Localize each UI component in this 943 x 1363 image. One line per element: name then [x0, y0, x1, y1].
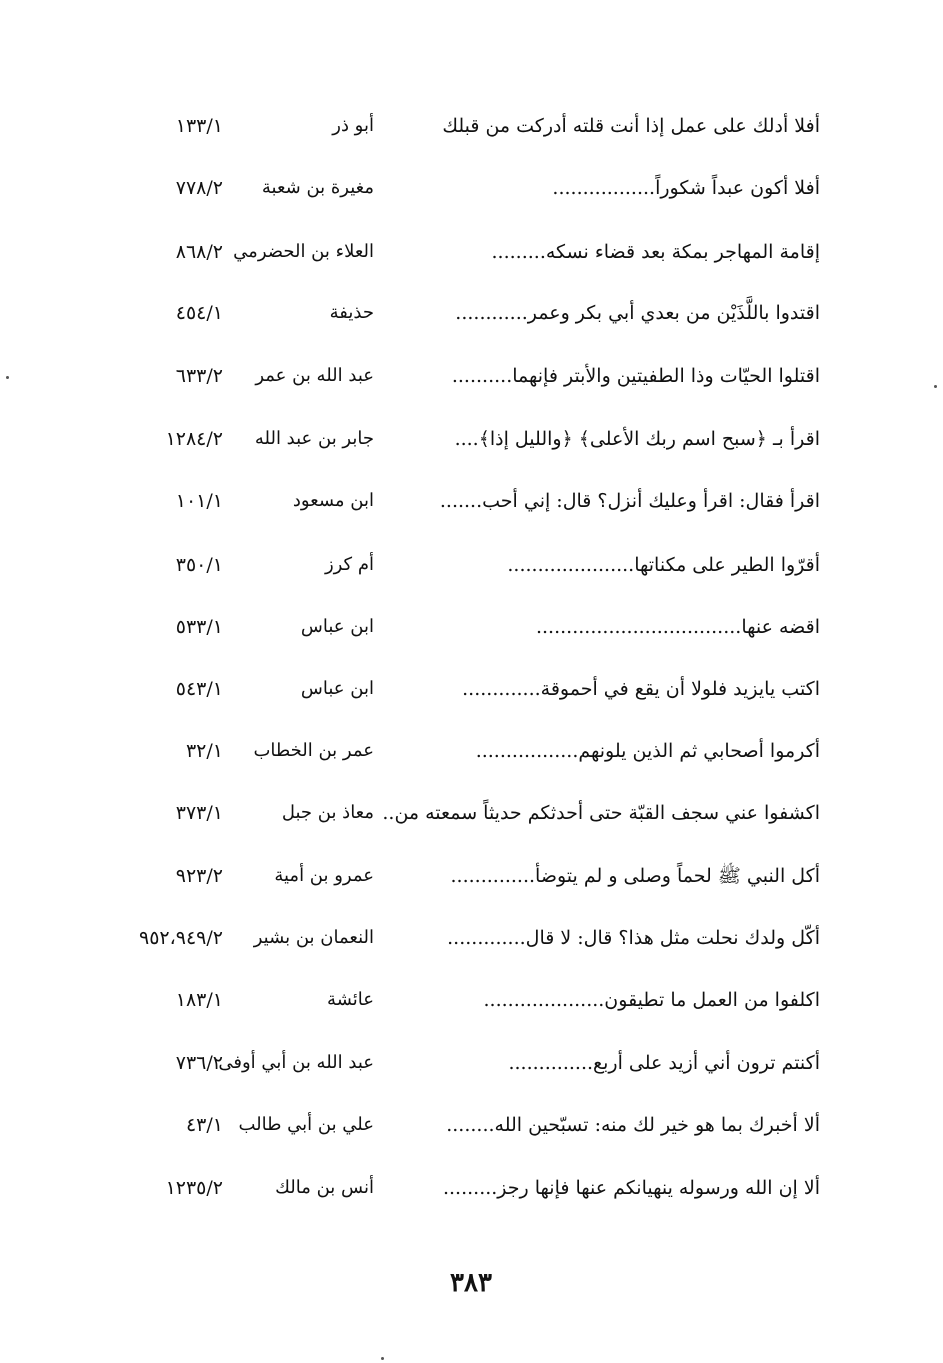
- index-entry-row: [95, 793, 820, 833]
- narrator-name: جابر بن عبد الله: [254, 428, 374, 449]
- index-entry-row: [95, 1168, 820, 1208]
- index-entry-row: [95, 481, 820, 521]
- hadith-text: اكلفوا من العمل ما تطيقون....................: [483, 989, 820, 1011]
- narrator-name: العلاء بن الحضرمي: [233, 241, 374, 262]
- volume-page-reference: ١٢٨٤/٢: [165, 428, 223, 450]
- hadith-text: ألا أخبرك بما هو خير لك منه: تسبّحين الله........: [446, 1114, 820, 1136]
- hadith-text: أكنتم ترون أني أزيد على أربع..............: [508, 1052, 820, 1074]
- hadith-text: اقتلوا الحيّات وذا الطفيتين والأبتر فإنهما..........: [451, 365, 820, 387]
- narrator-name: عائشة: [327, 989, 374, 1010]
- hadith-text: أقرّوا الطير على مكناتها.....................: [507, 554, 820, 576]
- hadith-text: إقامة المهاجر بمكة بعد قضاء نسكه.........: [491, 241, 820, 263]
- index-entry-row: [95, 856, 820, 896]
- narrator-name: أنس بن مالك: [275, 1177, 374, 1198]
- narrator-name: حذيفة: [329, 302, 374, 323]
- index-entry-row: [95, 980, 820, 1020]
- scan-speck: [6, 376, 9, 379]
- narrator-name: ابن عباس: [300, 678, 374, 699]
- hadith-text: أكل النبي ﷺ لحماً وصلى و لم يتوضأ..............: [450, 865, 820, 887]
- narrator-name: عمرو بن أمية: [274, 865, 374, 886]
- narrator-name: معاذ بن جبل: [281, 802, 374, 823]
- index-entry-row: [95, 607, 820, 647]
- narrator-name: علي بن أبي طالب: [238, 1114, 374, 1135]
- volume-page-reference: ٣٥٠/١: [175, 554, 223, 576]
- volume-page-reference: ٥٤٣/١: [175, 678, 223, 700]
- narrator-name: ابن مسعود: [292, 490, 374, 511]
- volume-page-reference: ٩٢٣/٢: [175, 865, 223, 887]
- hadith-text: اقضه عنها..................................: [535, 616, 820, 638]
- index-entry-row: [95, 419, 820, 459]
- narrator-name: أبو ذر: [332, 115, 374, 136]
- narrator-name: عبد الله بن أبي أوفى: [218, 1052, 374, 1073]
- volume-page-reference: ٤٥٤/١: [175, 302, 223, 324]
- index-entry-row: [95, 106, 820, 146]
- hadith-text: ألا إن الله ورسوله ينهيانكم عنها فإنها رجز.........: [442, 1177, 820, 1199]
- hadith-text: أكّل ولدك نحلت مثل هذا؟ قال: لا قال.............: [447, 927, 820, 949]
- scan-speck: [381, 1357, 384, 1360]
- index-entry-row: [95, 232, 820, 272]
- volume-page-reference: ٩٥٢،٩٤٩/٢: [139, 927, 223, 949]
- index-entry-row: [95, 669, 820, 709]
- index-entry-row: [95, 545, 820, 585]
- hadith-text: اقتدوا باللَّذَيْن من بعدي أبي بكر وعمر............: [455, 302, 820, 324]
- narrator-name: عبد الله بن عمر: [255, 365, 374, 386]
- index-entry-row: [95, 168, 820, 208]
- hadith-text: اقرأ فقال: اقرأ وعليك أنزل؟ قال: إني أحب.......: [439, 490, 820, 512]
- hadith-text: اكشفوا عني سجف القبّة حتى أحدثكم حديثاً سمعته من..: [382, 802, 820, 824]
- volume-page-reference: ٧٧٨/٢: [175, 177, 223, 199]
- narrator-name: عمر بن الخطاب: [253, 740, 374, 761]
- volume-page-reference: ١٨٣/١: [175, 989, 223, 1011]
- volume-page-reference: ٨٦٨/٢: [175, 241, 223, 263]
- volume-page-reference: ١٢٣٥/٢: [165, 1177, 223, 1199]
- page-number: ٣٨٣: [450, 1268, 492, 1298]
- index-entry-row: [95, 731, 820, 771]
- volume-page-reference: ٣٧٣/١: [175, 802, 223, 824]
- index-entry-row: [95, 918, 820, 958]
- volume-page-reference: ٣٢/١: [185, 740, 223, 762]
- scan-speck: [934, 385, 937, 388]
- hadith-text: أفلا أدلك على عمل إذا أنت قلته أدركت من قبلك: [442, 115, 820, 137]
- hadith-text: اكتب يايزيد فلولا أن يقع في أحموقة.............: [462, 678, 820, 700]
- narrator-name: ابن عباس: [300, 616, 374, 637]
- volume-page-reference: ٦٣٣/٢: [175, 365, 223, 387]
- volume-page-reference: ١٠١/١: [175, 490, 223, 512]
- volume-page-reference: ٥٣٣/١: [175, 616, 223, 638]
- index-entry-row: [95, 356, 820, 396]
- index-entry-row: [95, 293, 820, 333]
- volume-page-reference: ١٣٣/١: [175, 115, 223, 137]
- hadith-text: أفلا أكون عبداً شكوراً.................: [552, 177, 820, 199]
- narrator-name: أم كرز: [324, 554, 374, 575]
- volume-page-reference: ٤٣/١: [185, 1114, 223, 1136]
- hadith-text: أكرموا أصحابي ثم الذين يلونهم.................: [475, 740, 820, 762]
- index-entry-row: [95, 1105, 820, 1145]
- volume-page-reference: ٧٣٦/٢: [175, 1052, 223, 1074]
- narrator-name: مغيرة بن شعبة: [261, 177, 374, 198]
- index-entry-row: [95, 1043, 820, 1083]
- narrator-name: النعمان بن بشير: [253, 927, 374, 948]
- hadith-text: اقرأ بـ ﴿سبح اسم ربك الأعلى﴾ ﴿والليل إذا﴾....: [454, 428, 820, 450]
